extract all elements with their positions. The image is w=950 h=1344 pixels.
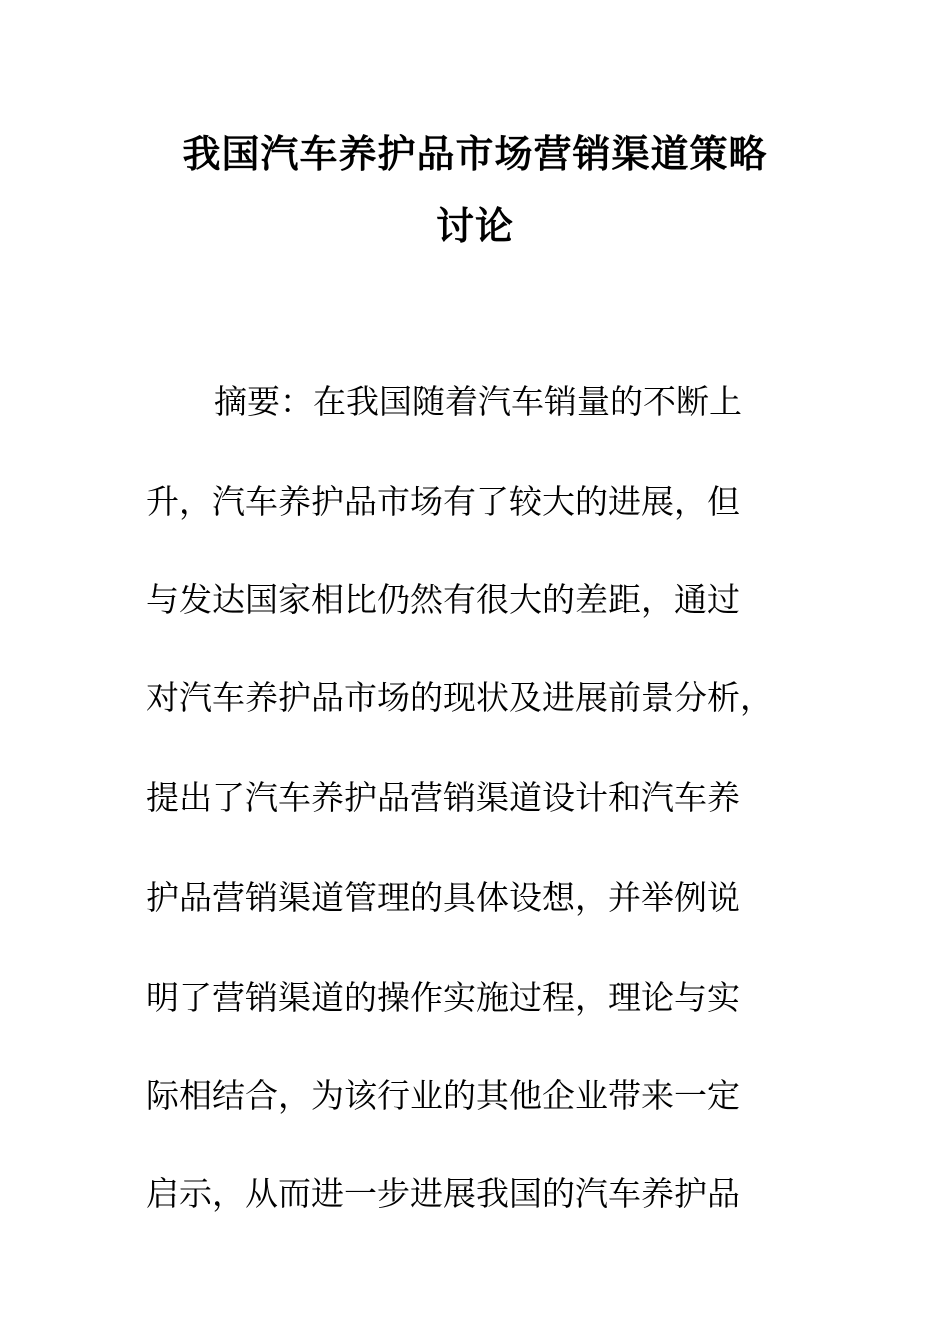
abstract-line-9: 启示，从而进一步进展我国的汽车养护品 (146, 1174, 740, 1213)
abstract-line-1: 摘要：在我国随着汽车销量的不断上 (214, 382, 742, 421)
document-title-line-1: 我国汽车养护品市场营销渠道策略 (182, 131, 768, 176)
abstract-line-8: 际相结合，为该行业的其他企业带来一定 (146, 1076, 740, 1115)
abstract-line-4: 对汽车养护品市场的现状及进展前景分析， (146, 678, 773, 717)
abstract-line-2: 升，汽车养护品市场有了较大的进展，但 (146, 482, 740, 521)
abstract-line-6: 护品营销渠道管理的具体设想，并举例说 (146, 878, 740, 917)
abstract-line-7: 明了营销渠道的操作实施过程，理论与实 (146, 978, 740, 1017)
abstract-line-5: 提出了汽车养护品营销渠道设计和汽车养 (146, 778, 740, 817)
abstract-line-3: 与发达国家相比仍然有很大的差距，通过 (146, 580, 740, 619)
document-title-line-2: 讨论 (435, 203, 514, 248)
